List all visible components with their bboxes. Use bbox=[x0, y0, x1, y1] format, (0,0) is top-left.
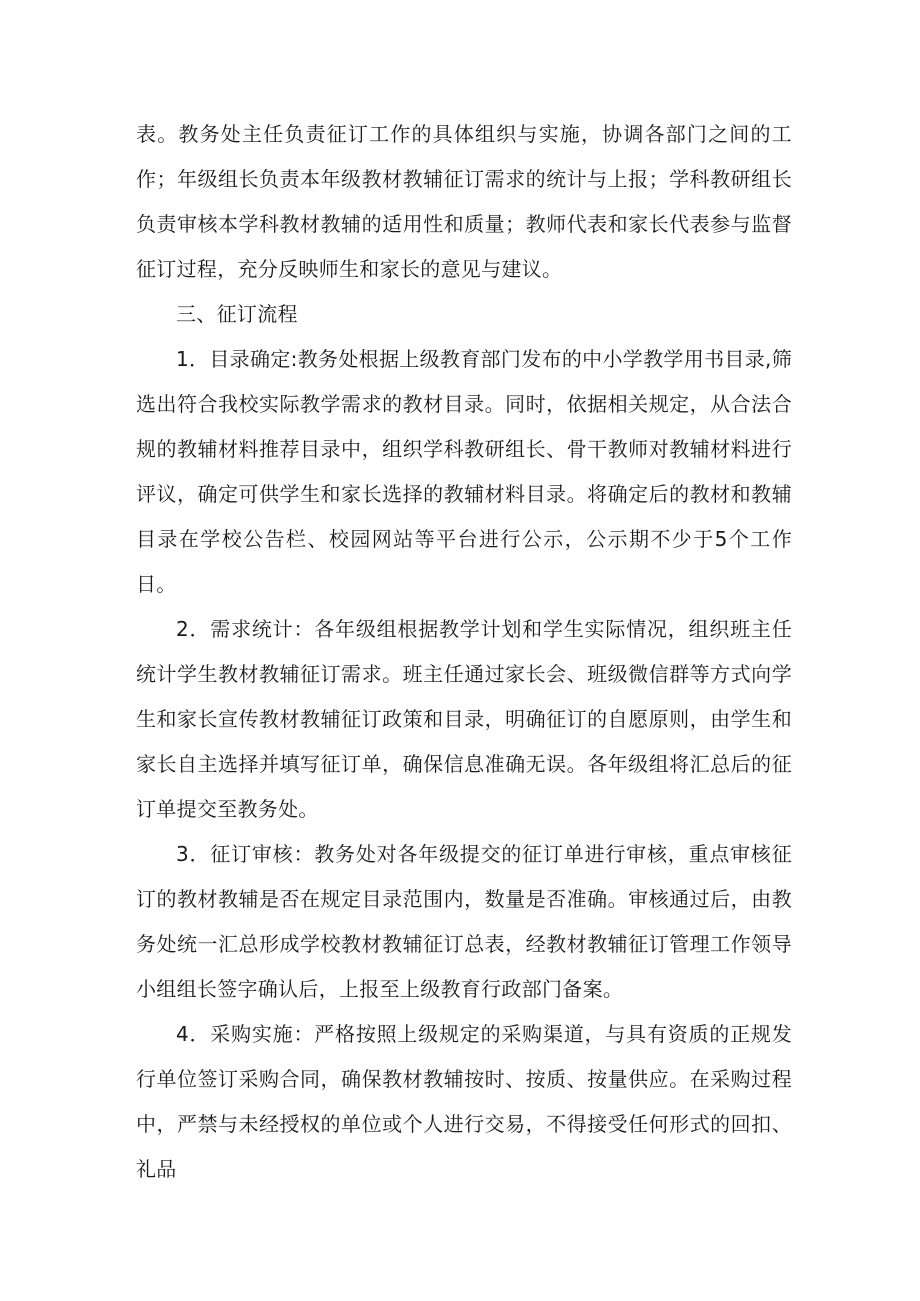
paragraph-step-2-demand: 2．需求统计：各年级组根据教学计划和学生实际情况，组织班主任统计学生教材教辅征订需求。班主任通过家长会、班级微信群等方式向学生和家长宣传教材教辅征订政策和目录，明确征订的自愿原则，由学生和家长自主选择并填写征订单，确保信息准确无误。各年级组将汇总后的征订单提交至教务处。 bbox=[136, 617, 792, 821]
paragraph-responsibilities: 表。教务处主任负责征订工作的具体组织与实施，协调各部门之间的工作；年级组长负责本年级教材教辅征订需求的统计与上报；学科教研组长负责审核本学科教材教辅的适用性和质量；教师代表和家长代表参与监督征订过程，充分反映师生和家长的意见与建议。 bbox=[136, 122, 792, 281]
section-heading-process: 三、征订流程 bbox=[176, 302, 298, 326]
document-body bbox=[136, 112, 792, 1192]
paragraph-step-3-review: 3．征订审核：教务处对各年级提交的征订单进行审核，重点审核征订的教材教辅是否在规定目录范围内，数量是否准确。审核通过后，由教务处统一汇总形成学校教材教辅征订总表，经教材教辅征订管理工作领导小组组长签字确认后，上报至上级教育行政部门备案。 bbox=[136, 842, 792, 1001]
paragraph-step-4-purchase: 4．采购实施：严格按照上级规定的采购渠道，与具有资质的正规发行单位签订采购合同，确保教材教辅按时、按质、按量供应。在采购过程中，严禁与未经授权的单位或个人进行交易，不得接受任何形式的回扣、礼品 bbox=[136, 1022, 792, 1181]
paragraph-step-1-catalog: 1．目录确定:教务处根据上级教育部门发布的中小学教学用书目录,筛选出符合我校实际教学需求的教材目录。同时，依据相关规定，从合法合规的教辅材料推荐目录中，组织学科教研组长、骨干教师对教辅材料进行评议，确定可供学生和家长选择的教辅材料目录。将确定后的教材和教辅目录在学校公告栏、校园网站等平台进行公示，公示期不少于5个工作日。 bbox=[136, 347, 792, 596]
